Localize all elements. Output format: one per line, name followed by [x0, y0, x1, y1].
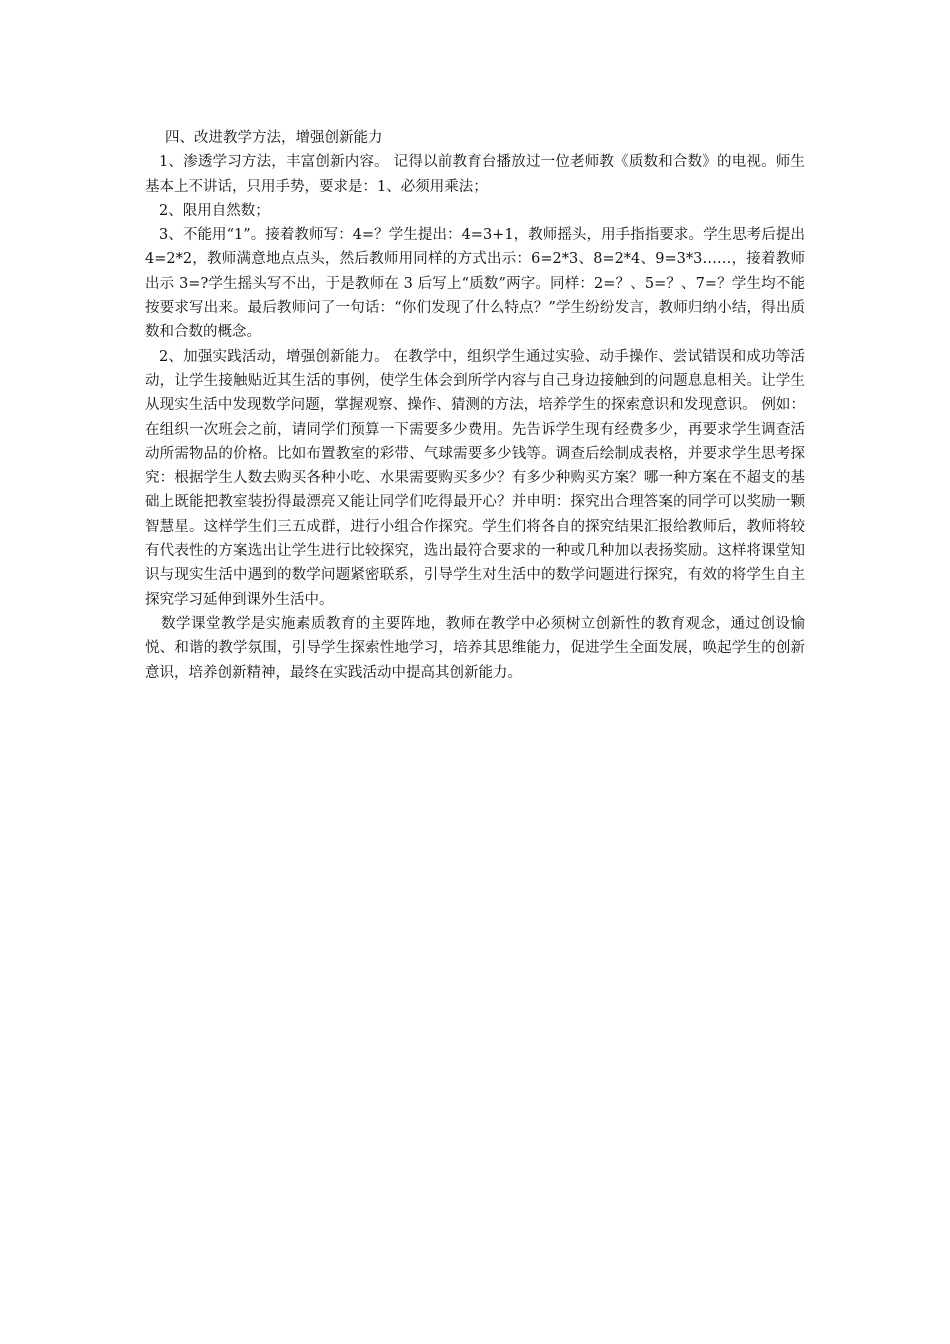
paragraph-practice: 2、加强实践活动，增强创新能力。 在教学中，组织学生通过实验、动手操作、尝试错误和成功等活动，让学生接触贴近其生活的事例，使学生体会到所学内容与自己身边接触到的问题息息相关。让学生从现实生活中发现数学问题，掌握观察、操作、猜测的方法，培养学生的探索意识和发现意识。 例如：在组织一次班会之前，请同学们预算一下需要多少费用。先告诉学生现有经费多少，再要求学生调查活动所需物品的价格。比如布置教室的彩带、气球需要多少钱等。调查后绘制成表格，并要求学生思考探究：根据学生人数去购买各种小吃、水果需要购买多少？有多少种购买方案？哪一种方案在不超支的基础上既能把教室装扮得最漂亮又能让同学们吃得最开心？并申明：探究出合理答案的同学可以奖励一颗智慧星。这样学生们三五成群，进行小组合作探究。学生们将各自的探究结果汇报给教师后，教师将较有代表性的方案选出让学生进行比较探究，选出最符合要求的一种或几种加以表扬奖励。这样将课堂知识与现实生活中遇到的数学问题紧密联系，引导学生对生活中的数学问题进行探究，有效的将学生自主探究学习延伸到课外生活中。	[145, 348, 805, 608]
paragraph-method: 1、渗透学习方法，丰富创新内容。 记得以前教育台播放过一位老师教《质数和合数》的电视。师生基本上不讲话，只用手势，要求是：1、必须用乘法；	[145, 154, 805, 195]
paragraph-conclusion: 数学课堂教学是实施素质教育的主要阵地，教师在教学中必须树立创新性的教育观念，通过创设愉悦、和谐的教学氛围，引导学生探索性地学习，培养其思维能力，促进学生全面发展，唤起学生的创新意识，培养创新精神，最终在实践活动中提高其创新能力。	[145, 615, 805, 681]
document-body	[145, 126, 805, 685]
paragraph-natural-numbers: 2、限用自然数；	[159, 202, 270, 219]
section-heading: 四、改进教学方法，增强创新能力	[165, 130, 383, 146]
paragraph-example: 3、不能用“1”。接着教师写：4=？学生提出：4=3+1，教师摇头，用手指指要求。学生思考后提出 4=2*2，教师满意地点点头，然后教师用同样的方式出示：6=2*3、8=2*4、9=3*3……，接着教师出示 3=?学生摇头写不出，于是教师在 3 后写上“质数”两字。同样：2=？、5=？、7=？学生均不能按要求写出来。最后教师问了一句话：“你们发现了什么特点？”学生纷纷发言，教师归纳小结，得出质数和合数的概念。	[145, 227, 805, 341]
